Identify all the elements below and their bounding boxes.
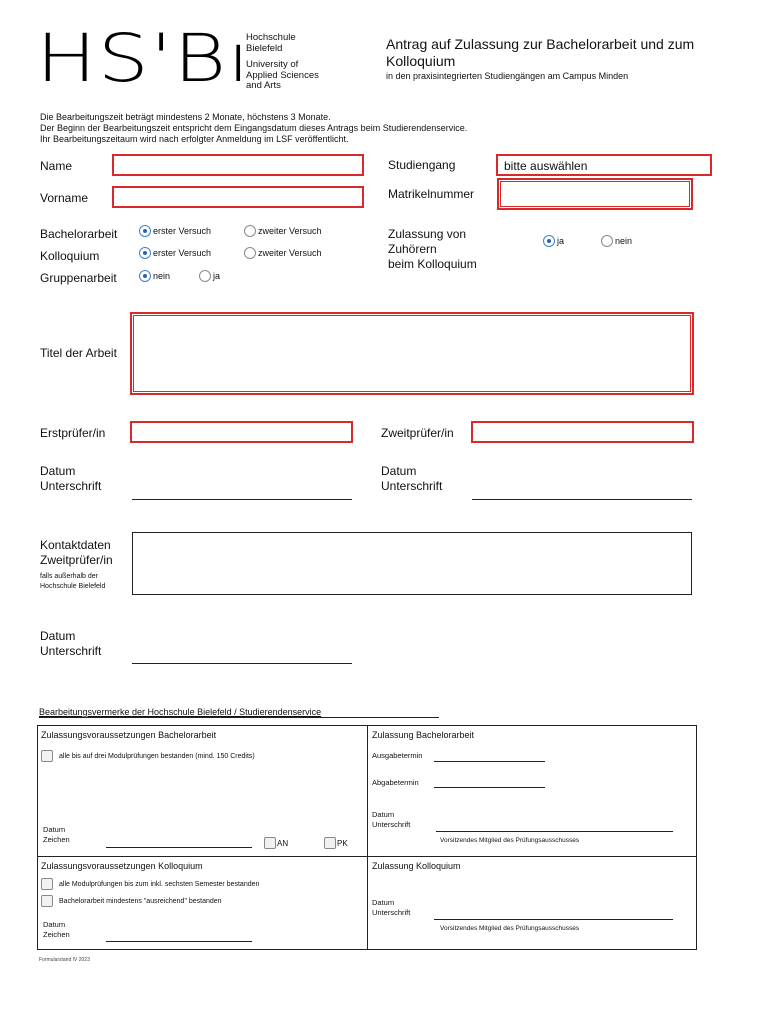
zweitpruefer-signature-label <box>381 464 442 494</box>
kontakt-note <box>40 572 105 592</box>
ausgabetermin-label: Ausgabetermin <box>372 751 423 760</box>
unterschrift-label: Unterschrift <box>40 479 102 493</box>
zeichen-label: Zeichen <box>43 835 70 844</box>
option-label: ja <box>213 271 221 281</box>
unterschrift-label: Unterschrift <box>381 479 443 493</box>
radio-icon[interactable] <box>199 270 211 282</box>
z-kolloq-title: Zulassung Kolloquium <box>372 861 461 871</box>
footer-version: Formularstand IV 2023 <box>39 957 90 963</box>
gruppenarbeit-label: Gruppenarbeit <box>40 271 117 285</box>
zweitpruefer-field[interactable] <box>471 421 694 443</box>
check-label: alle bis auf drei Modulprüfungen bestanden (mind. 150 Credits) <box>59 752 255 760</box>
office-table-hdivider <box>37 856 697 857</box>
check-label: AN <box>277 838 289 848</box>
notes <box>40 112 467 145</box>
erstpruefer-signature-label <box>40 464 101 494</box>
check-label: Bachelorarbeit mindestens "ausreichend" bestanden <box>59 897 222 905</box>
bachelorarbeit-zweiter-option[interactable] <box>244 225 322 237</box>
z-kolloq-sign-line[interactable] <box>434 919 673 920</box>
radio-selected-icon[interactable] <box>543 235 555 247</box>
abgabetermin-label: Abgabetermin <box>372 778 419 787</box>
zeichen-label: Zeichen <box>43 930 70 939</box>
zv-bachelor-sign-line[interactable] <box>106 847 252 848</box>
checkbox-icon[interactable] <box>324 837 336 849</box>
gruppenarbeit-ja-option[interactable] <box>199 270 220 282</box>
datum-label: Datum <box>40 629 76 643</box>
radio-selected-icon[interactable] <box>139 225 151 237</box>
zweitpruefer-label: Zweitprüfer/in <box>381 426 454 440</box>
note-line: Ihr Bearbeitungszeitaum wird nach erfolgter Anmeldung im LSF veröffentlicht. <box>40 134 349 144</box>
matrikel-label: Matrikelnummer <box>388 187 475 201</box>
uni-line: University of <box>246 59 299 70</box>
uni-line: and Arts <box>246 80 281 91</box>
zuhoerer-line: Zulassung von <box>388 227 467 241</box>
kontakt-line: Kontaktdaten <box>40 538 111 552</box>
kolloquium-erster-option[interactable] <box>139 247 211 259</box>
zuhoerer-line: beim Kolloquium <box>388 257 477 271</box>
vorsitz-label: Vorsitzendes Mitglied des Prüfungsausschusses <box>440 925 580 932</box>
an-check[interactable] <box>264 837 288 849</box>
zuhoerer-ja-option[interactable] <box>543 235 564 247</box>
datum-label: Datum <box>40 464 76 478</box>
student-signature-label <box>40 629 101 659</box>
unterschrift-label: Unterschrift <box>40 644 102 658</box>
ausgabetermin-line[interactable] <box>434 761 545 762</box>
titel-field[interactable] <box>130 312 694 395</box>
studiengang-select[interactable]: bitte auswählen <box>496 154 712 176</box>
office-section-title: Bearbeitungsvermerke der Hochschule Bielefeld / Studierendenservice <box>39 707 322 717</box>
option-label: zweiter Versuch <box>258 226 322 236</box>
checkbox-icon[interactable] <box>41 895 53 907</box>
zv-kolloq-datum-zeichen <box>43 920 70 940</box>
kontakt-label <box>40 538 113 568</box>
uni-line: Hochschule <box>246 32 296 43</box>
option-label: zweiter Versuch <box>258 248 322 258</box>
vorname-field[interactable] <box>112 186 364 208</box>
kolloquium-label: Kolloquium <box>40 249 100 263</box>
check-label: PK <box>337 838 348 848</box>
radio-selected-icon[interactable] <box>139 270 151 282</box>
z-bachelor-title: Zulassung Bachelorarbeit <box>372 730 475 740</box>
titel-label: Titel der Arbeit <box>40 346 117 360</box>
zv-bachelor-title: Zulassungsvoraussetzungen Bachelorarbeit <box>41 730 217 740</box>
kontakt-note-line: Hochschule Bielefeld <box>40 583 106 590</box>
uni-line: Applied Sciences <box>246 69 319 81</box>
name-field[interactable] <box>112 154 364 176</box>
zweitpruefer-signature-line[interactable] <box>472 499 692 500</box>
university-name <box>246 33 319 92</box>
zv-bachelor-check[interactable] <box>41 750 255 762</box>
vorsitz-label: Vorsitzendes Mitglied des Prüfungsausschusses <box>440 837 580 844</box>
erstpruefer-signature-line[interactable] <box>132 499 352 500</box>
datum-label: Datum <box>381 464 417 478</box>
z-bachelor-sign-line[interactable] <box>436 831 673 832</box>
kontakt-field[interactable] <box>132 532 692 595</box>
form-title: Antrag auf Zulassung zur Bachelorarbeit und zum Kolloquium <box>386 36 695 69</box>
student-signature-line[interactable] <box>132 663 352 664</box>
zv-kolloq-check2[interactable] <box>41 895 222 907</box>
datum-label: Datum <box>372 810 395 819</box>
option-label: nein <box>153 271 171 281</box>
vorname-label: Vorname <box>40 191 89 205</box>
zuhoerer-nein-option[interactable] <box>601 235 632 247</box>
gruppenarbeit-nein-option[interactable] <box>139 270 170 282</box>
hsbi-logo: HS'Bı <box>36 20 252 97</box>
radio-selected-icon[interactable] <box>139 247 151 259</box>
zv-kolloq-check1[interactable] <box>41 878 259 890</box>
zv-bachelor-datum-zeichen <box>43 825 70 845</box>
bachelorarbeit-label: Bachelorarbeit <box>40 227 118 241</box>
office-table-vdivider <box>367 725 368 950</box>
unterschrift-label: Unterschrift <box>372 908 411 917</box>
name-label: Name <box>40 159 73 173</box>
erstpruefer-label: Erstprüfer/in <box>40 426 106 440</box>
zuhoerer-label <box>388 227 477 272</box>
studiengang-label: Studiengang <box>388 158 456 172</box>
office-section-underline <box>39 717 439 718</box>
zv-kolloq-sign-line[interactable] <box>106 941 252 942</box>
note-line: Der Beginn der Bearbeitungszeit entspricht dem Eingangsdatum dieses Antrags beim Studierendenservice. <box>40 123 468 133</box>
check-label: alle Modulprüfungen bis zum inkl. sechsten Semester bestanden <box>59 880 260 888</box>
radio-icon[interactable] <box>601 235 613 247</box>
datum-label: Datum <box>43 920 66 929</box>
checkbox-icon[interactable] <box>41 878 53 890</box>
unterschrift-label: Unterschrift <box>372 820 411 829</box>
radio-icon[interactable] <box>244 247 256 259</box>
datum-label: Datum <box>372 898 395 907</box>
zuhoerer-line: Zuhörern <box>388 242 437 256</box>
note-line: Die Bearbeitungszeit beträgt mindestens 2 Monate, höchstens 3 Monate. <box>40 112 331 122</box>
option-label: erster Versuch <box>153 248 212 258</box>
kontakt-note-line: falls außerhalb der <box>40 573 98 580</box>
matrikel-field[interactable] <box>497 178 693 210</box>
option-label: nein <box>615 236 633 246</box>
option-label: ja <box>557 236 565 246</box>
kontakt-line: Zweitprüfer/in <box>40 553 113 567</box>
uni-line: Bielefeld <box>246 42 283 54</box>
checkbox-icon[interactable] <box>41 750 53 762</box>
erstpruefer-field[interactable] <box>130 421 353 443</box>
z-kolloq-datum-unterschrift <box>372 898 410 918</box>
form-subtitle: in den praxisintegrierten Studiengängen am Campus Minden <box>386 71 629 81</box>
bachelorarbeit-erster-option[interactable] <box>139 225 211 237</box>
zv-kolloq-title: Zulassungsvoraussetzungen Kolloquium <box>41 861 203 871</box>
abgabetermin-line[interactable] <box>434 787 545 788</box>
datum-label: Datum <box>43 825 66 834</box>
pk-check[interactable] <box>324 837 348 849</box>
z-bachelor-datum-unterschrift <box>372 810 410 830</box>
checkbox-icon[interactable] <box>264 837 276 849</box>
radio-icon[interactable] <box>244 225 256 237</box>
kolloquium-zweiter-option[interactable] <box>244 247 322 259</box>
option-label: erster Versuch <box>153 226 212 236</box>
